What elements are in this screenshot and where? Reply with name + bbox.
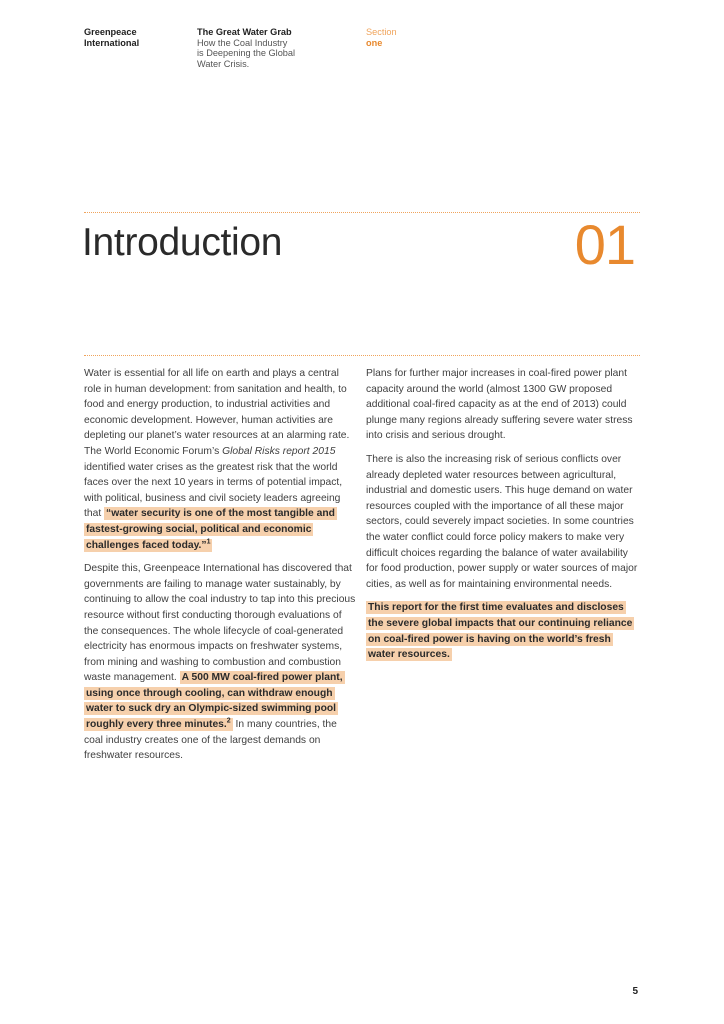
left-p1-italic-report: Global Risks report 2015	[222, 445, 336, 457]
left-p1-highlight-text: “water security is one of the most tangible and fastest-growing social, political and economic challenges faced today.”	[86, 508, 335, 551]
right-paragraph-3	[366, 600, 639, 662]
left-p1-text-a: Water is essential for all life on earth and plays a central role in human development: from sanitation and health, to food and energy production, to industrial activities and economic development. However, human activities are depleting our planet’s water resources at an alarming rate. The World Economic Forum’s	[84, 368, 350, 457]
left-p1-highlight-quote	[84, 507, 337, 551]
section-value: one	[366, 37, 383, 48]
report-subtitle-line-3: Water Crisis.	[197, 58, 250, 69]
left-p1-text-b: identified water crises as the greatest risk that the world faces over the next 10 years in terms of potential impact, with political, business and civil society leaders agreeing that	[84, 461, 343, 520]
bottom-dotted-divider	[84, 355, 640, 356]
left-column	[84, 366, 357, 772]
right-column	[366, 366, 639, 671]
header-report-title	[197, 27, 327, 69]
report-title: The Great Water Grab	[197, 27, 292, 37]
header-section	[366, 27, 446, 48]
report-subtitle-line-1: How the Coal Industry	[197, 37, 288, 48]
left-paragraph-2	[84, 561, 357, 764]
section-number: 01	[574, 213, 635, 276]
right-paragraph-1: Plans for further major increases in coal-fired power plant capacity around the world (almost 1300 GW proposed additional coal-fired capacity as at the end of 2013) could plunge many regions already suffering severe water stress into crisis and serious drought.	[366, 368, 633, 442]
header-organization	[84, 27, 184, 48]
right-p3-highlight: This report for the first time evaluates and discloses the severe global impacts that our continuing reliance on coal-fired power is having on the world’s fresh water resources.	[368, 602, 633, 661]
left-p2-text-b: In many countries, the coal industry creates one of the largest demands on freshwater resources.	[84, 719, 337, 762]
right-paragraph-2: There is also the increasing risk of serious conflicts over already depleted water resources between agricultural, industrial and domestic users. This huge demand on water resources coupled with the importance of all these major sectors, could severely impact societies. In some countries the water conflict could force policy makers to make very difficult choices regarding the balance of water availability for food production, power supply or water sources of major cities, as well as for maintaining environmental needs.	[366, 453, 638, 590]
org-line-2: International	[84, 37, 140, 48]
left-p2-highlight-text: A 500 MW coal-fired power plant, using once through cooling, can withdraw enough water to suck dry an Olympic-sized swimming pool roughly every three minutes.	[86, 672, 343, 731]
page-number: 5	[632, 986, 638, 997]
section-label: Section	[366, 27, 397, 37]
footnote-ref-1: 1	[206, 538, 211, 546]
report-subtitle-line-2: is Deepening the Global	[197, 48, 296, 58]
left-paragraph-1	[84, 366, 357, 553]
left-p2-text-a: Despite this, Greenpeace International has discovered that governments are failing to manage water sustainably, by continuing to allow the coal industry to tap into this precious resource without first conducting thorough evaluations of the consequences. The whole lifecycle of coal-generated electricity has enormous impacts on freshwater systems, from mining and washing to combustion and combustion waste management.	[84, 563, 356, 684]
page-title: Introduction	[82, 221, 283, 264]
top-dotted-divider	[84, 212, 640, 213]
org-line-1: Greenpeace	[84, 27, 137, 37]
footnote-ref-2: 2	[226, 717, 231, 725]
